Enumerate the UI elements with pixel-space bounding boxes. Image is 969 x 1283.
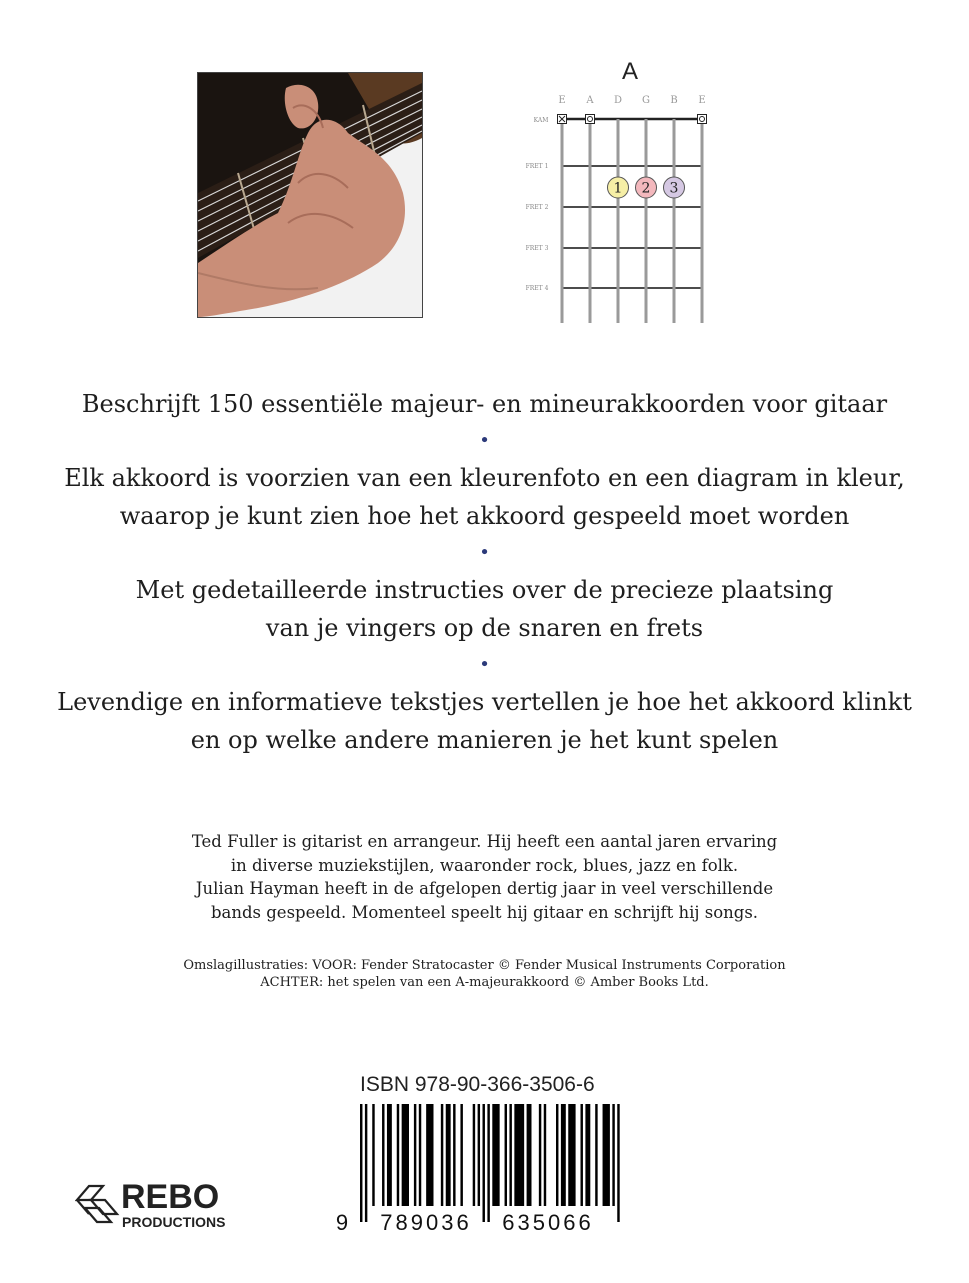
feature-3-line-2: van je vingers op de snaren en frets [265, 614, 704, 642]
feature-list [0, 385, 969, 759]
feature-4-line-1: Levendige en informatieve tekstjes vertellen je hoe het akkoord klinkt [57, 688, 912, 716]
publisher-name: REBO [121, 1178, 220, 1216]
bullet-separator: • [479, 430, 490, 451]
fret-label: FRET 2 [525, 204, 549, 211]
chord-diagram [520, 55, 720, 330]
string-label: E [698, 95, 706, 106]
bio-line: Ted Fuller is gitarist en arrangeur. Hij heeft een aantal jaren ervaring [191, 832, 778, 851]
credit-line: ACHTER: het spelen van een A-majeurakkoord © Amber Books Ltd. [260, 975, 709, 990]
barcode-left-digits: 789036 [380, 1210, 472, 1235]
fret-label: FRET 1 [525, 163, 549, 170]
bio-line: Julian Hayman heeft in de afgelopen dertig jaar in veel verschillende [195, 879, 774, 898]
open-string-marker [698, 115, 707, 124]
chord-photo [197, 72, 423, 318]
finger-number: 2 [641, 180, 651, 197]
fret-label: FRET 3 [525, 245, 549, 252]
rebo-logo [75, 1178, 265, 1234]
kam-label: KAM [533, 117, 549, 124]
string-label: A [586, 95, 594, 106]
chord-name: A [621, 58, 639, 85]
credit-line: Omslagillustraties: VOOR: Fender Stratocaster © Fender Musical Instruments Corporation [183, 958, 786, 973]
isbn-text: ISBN 978-90-366-3506-6 [360, 1073, 595, 1096]
publisher-sub: PRODUCTIONS [122, 1214, 226, 1230]
bullet-separator: • [479, 654, 490, 675]
cover-credits [0, 957, 969, 991]
bio-line: in diverse muziekstijlen, waaronder rock, blues, jazz en folk. [230, 855, 739, 875]
barcode-right-digits: 635066 [502, 1210, 594, 1235]
fret-label: FRET 4 [525, 285, 549, 292]
bullet-separator: • [479, 542, 490, 563]
feature-2-line-1: Elk akkoord is voorzien van een kleurenfoto en een diagram in kleur, [64, 464, 905, 492]
feature-2-line-2: waarop je kunt zien hoe het akkoord gespeeld moet worden [119, 502, 850, 530]
barcode [330, 1100, 620, 1240]
string-label: B [670, 95, 678, 106]
open-string-marker [586, 115, 595, 124]
author-bio [0, 830, 969, 924]
barcode-first-digit: 9 [335, 1210, 349, 1235]
string-label: G [642, 95, 650, 106]
feature-1: Beschrijft 150 essentiële majeur- en mineurakkoorden voor gitaar [81, 390, 888, 418]
finger-number: 1 [613, 180, 623, 197]
string-label: D [613, 95, 623, 106]
feature-4-line-2: en op welke andere manieren je het kunt spelen [190, 726, 779, 754]
string-label: E [558, 95, 566, 106]
feature-3-line-1: Met gedetailleerde instructies over de precieze plaatsing [135, 576, 834, 604]
finger-number: 3 [669, 180, 679, 197]
bio-line: bands gespeeld. Momenteel speelt hij gitaar en schrijft hij songs. [210, 902, 759, 922]
